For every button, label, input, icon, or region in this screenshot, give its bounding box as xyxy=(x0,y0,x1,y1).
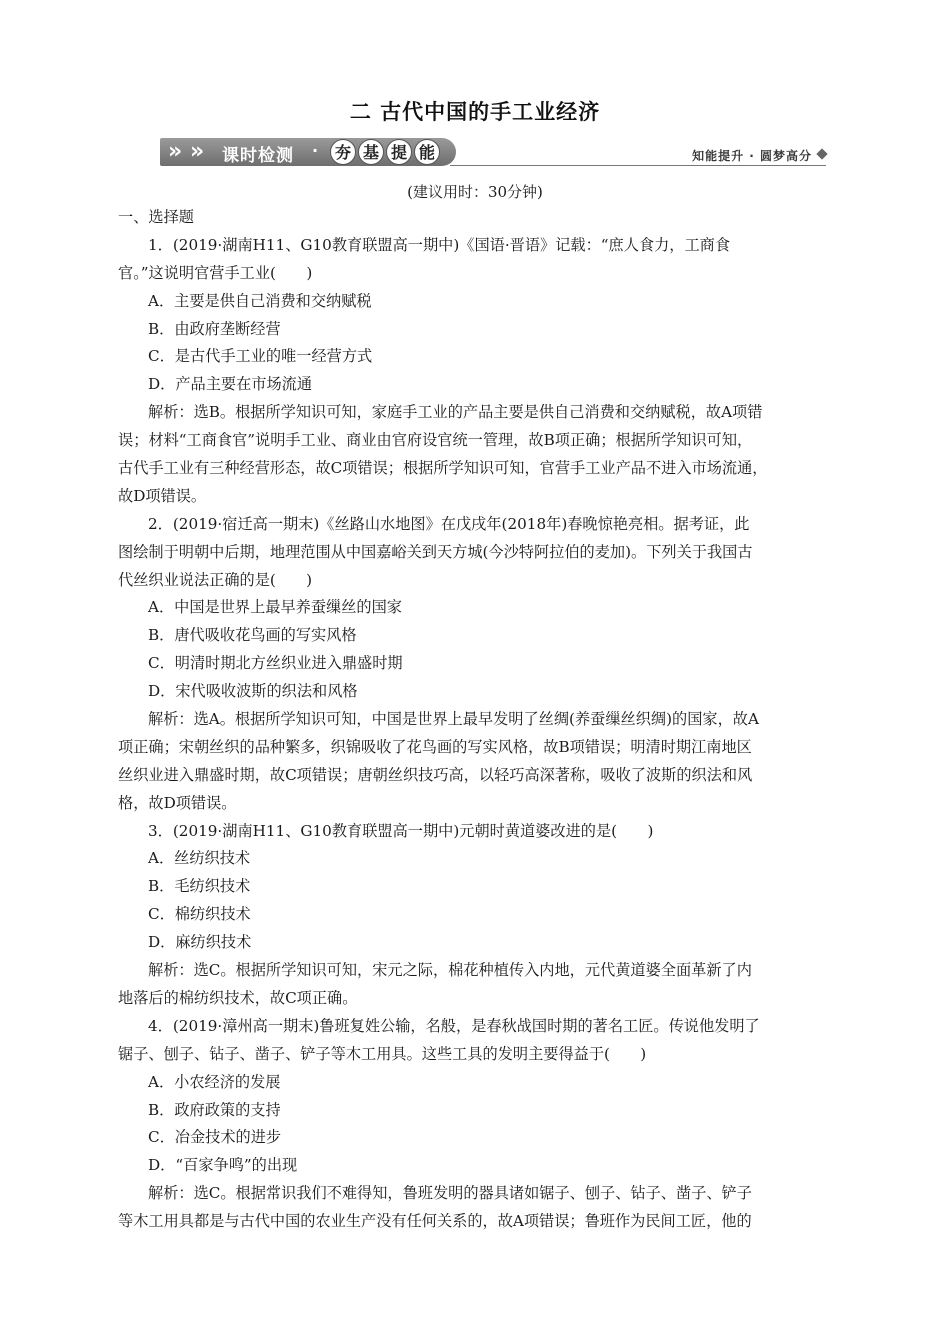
text-line: C．冶金技术的进步 xyxy=(148,1128,282,1147)
text-line: A．中国是世界上最早养蚕缫丝的国家 xyxy=(148,598,402,617)
banner-char: 夯 xyxy=(330,139,356,165)
text-line: B．由政府垄断经营 xyxy=(148,319,281,338)
text-line: 代丝织业说法正确的是( ) xyxy=(118,570,313,589)
text-line: D．产品主要在市场流通 xyxy=(148,375,313,394)
document-body xyxy=(118,204,832,1236)
text-line: C．是古代手工业的唯一经营方式 xyxy=(148,347,373,366)
text-line: 解析：选B。根据所学知识可知，家庭手工业的产品主要是供自己消费和交纳赋税，故A项错 xyxy=(148,403,763,422)
text-line: C．棉纺织技术 xyxy=(148,905,251,924)
text-line: 地落后的棉纺织技术，故C项正确。 xyxy=(118,988,358,1007)
text-line: D．宋代吸收波斯的织法和风格 xyxy=(148,682,358,701)
text-line: 解析：选C。根据所学知识可知，宋元之际，棉花种植传入内地，元代黄道婆全面革新了内 xyxy=(148,961,752,980)
page-title: 二 古代中国的手工业经济 xyxy=(349,100,601,124)
banner-label: 课时检测 xyxy=(222,146,294,166)
banner-char: 提 xyxy=(386,139,412,165)
text-line: 1．(2019·湖南H11、G10教育联盟高一期中)《国语·晋语》记载：“庶人食力，工商食 xyxy=(148,235,731,254)
text-line: 等木工用具都是与古代中国的农业生产没有任何关系的，故A项错误；鲁班作为民间工匠，他的 xyxy=(118,1212,752,1231)
text-line: B．毛纺织技术 xyxy=(148,877,251,896)
text-line: A．主要是供自己消费和交纳赋税 xyxy=(148,291,372,310)
text-line: 格，故D项错误。 xyxy=(118,793,237,812)
text-line: 一、选择题 xyxy=(118,208,194,226)
text-line: C．明清时期北方丝织业进入鼎盛时期 xyxy=(148,654,403,673)
text-line: 故D项错误。 xyxy=(118,486,207,505)
text-line: 丝织业进入鼎盛时期，故C项错误；唐朝丝织技巧高，以轻巧高深著称，吸收了波斯的织法和风 xyxy=(118,765,753,784)
text-line: B．政府政策的支持 xyxy=(148,1100,281,1119)
time-note: (建议用时：30分钟) xyxy=(407,183,543,201)
text-line: 4．(2019·漳州高一期末)鲁班复姓公输，名般，是春秋战国时期的著名工匠。传说他发明了 xyxy=(148,1016,760,1035)
chevron-right-icon: » xyxy=(168,139,183,164)
text-line: A．小农经济的发展 xyxy=(148,1072,281,1091)
chevron-right-icon: » xyxy=(190,139,205,164)
banner-rule xyxy=(450,165,826,166)
diamond-icon xyxy=(816,148,827,159)
text-line: D．麻纺织技术 xyxy=(148,933,252,952)
text-line: 项正确；宋朝丝织的品种繁多，织锦吸收了花鸟画的写实风格，故B项错误；明清时期江南地区 xyxy=(118,737,752,756)
text-line: D．“百家争鸣”的出现 xyxy=(148,1156,298,1175)
text-line: 解析：选C。根据常识我们不难得知，鲁班发明的器具诸如锯子、刨子、钻子、凿子、铲子 xyxy=(148,1184,752,1203)
text-line: 2．(2019·宿迁高一期末)《丝路山水地图》在戊戌年(2018年)春晚惊艳亮相。据考证，此 xyxy=(148,514,750,533)
text-line: B．唐代吸收花鸟画的写实风格 xyxy=(148,626,357,645)
section-banner xyxy=(160,138,828,170)
banner-emphasis xyxy=(330,139,440,165)
text-line: 3．(2019·湖南H11、G10教育联盟高一期中)元朝时黄道婆改进的是( ) xyxy=(148,821,654,840)
text-line: A．丝纺织技术 xyxy=(148,849,251,868)
text-line: 锯子、刨子、钻子、凿子、铲子等木工用具。这些工具的发明主要得益于( ) xyxy=(118,1044,647,1063)
text-line: 误；材料“工商食官”说明手工业、商业由官府设官统一管理，故B项正确；根据所学知识可知， xyxy=(118,431,753,450)
banner-separator: · xyxy=(312,141,319,160)
banner-char: 基 xyxy=(358,139,384,165)
text-line: 解析：选A。根据所学知识可知，中国是世界上最早发明了丝绸(养蚕缫丝织绸)的国家，故A xyxy=(148,710,759,729)
text-line: 官。”这说明官营手工业( ) xyxy=(118,263,313,282)
banner-slogan: 知能提升 · 圆梦高分 xyxy=(692,149,812,163)
text-line: 古代手工业有三种经营形态，故C项错误；根据所学知识可知，官营手工业产品不进入市场流通， xyxy=(118,459,768,478)
text-line: 图绘制于明朝中后期，地理范围从中国嘉峪关到天方城(今沙特阿拉伯的麦加)。下列关于我国古 xyxy=(118,542,753,561)
banner-char: 能 xyxy=(414,139,440,165)
